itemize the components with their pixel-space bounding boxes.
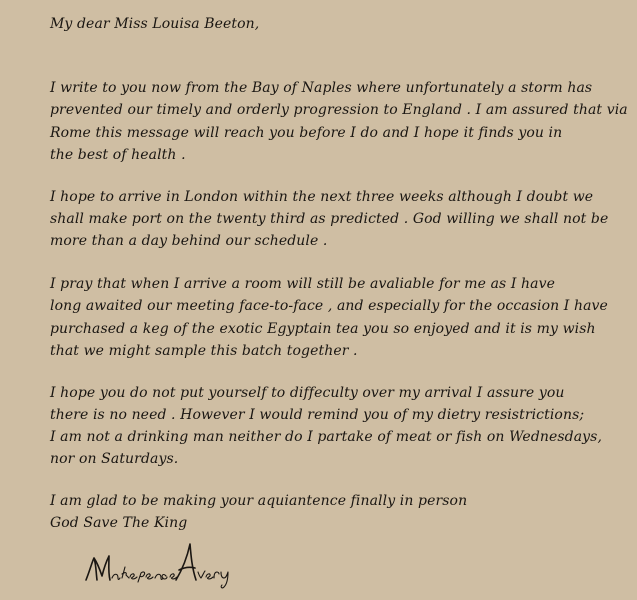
letter-line: there is no need . However I would remind you of my dietry resistrictions; [50,407,585,423]
letter-line: more than a day behind our schedule . [50,233,328,249]
closing-line: God Save The King [50,515,188,531]
letter-line: I write to you now from the Bay of Naples where unfortunately a storm has [50,80,593,96]
letter-line: prevented our timely and orderly progression to England . I am assured that via [50,102,628,118]
letter-line: Rome this message will reach you before I do and I hope it finds you in [50,125,563,141]
letter-line: the best of health . [50,147,186,163]
letter-line: nor on Saturdays. [50,451,179,467]
letter-line: that we might sample this batch together . [50,343,358,359]
letter-line: I hope to arrive in London within the next three weeks although I doubt we [50,189,594,205]
letter-line: purchased a keg of the exotic Egyptain tea you so enjoyed and it is my wish [50,321,596,337]
letter-line: shall make port on the twenty third as predicted . God willing we shall not be [50,211,609,227]
letter-line: I hope you do not put yourself to diffeculty over my arrival I assure you [50,385,565,401]
letter-line: I am not a drinking man neither do I partake of meat or fish on Wednesdays, [50,429,603,445]
letter-line: long awaited our meeting face-to-face , and especially for the occasion I have [50,298,608,314]
closing-line: I am glad to be making your aquiantence finally in person [50,493,468,509]
salutation: My dear Miss Louisa Beeton, [50,16,260,32]
signature [84,540,244,590]
letter-line: I pray that when I arrive a room will still be avaliable for me as I have [50,276,555,292]
